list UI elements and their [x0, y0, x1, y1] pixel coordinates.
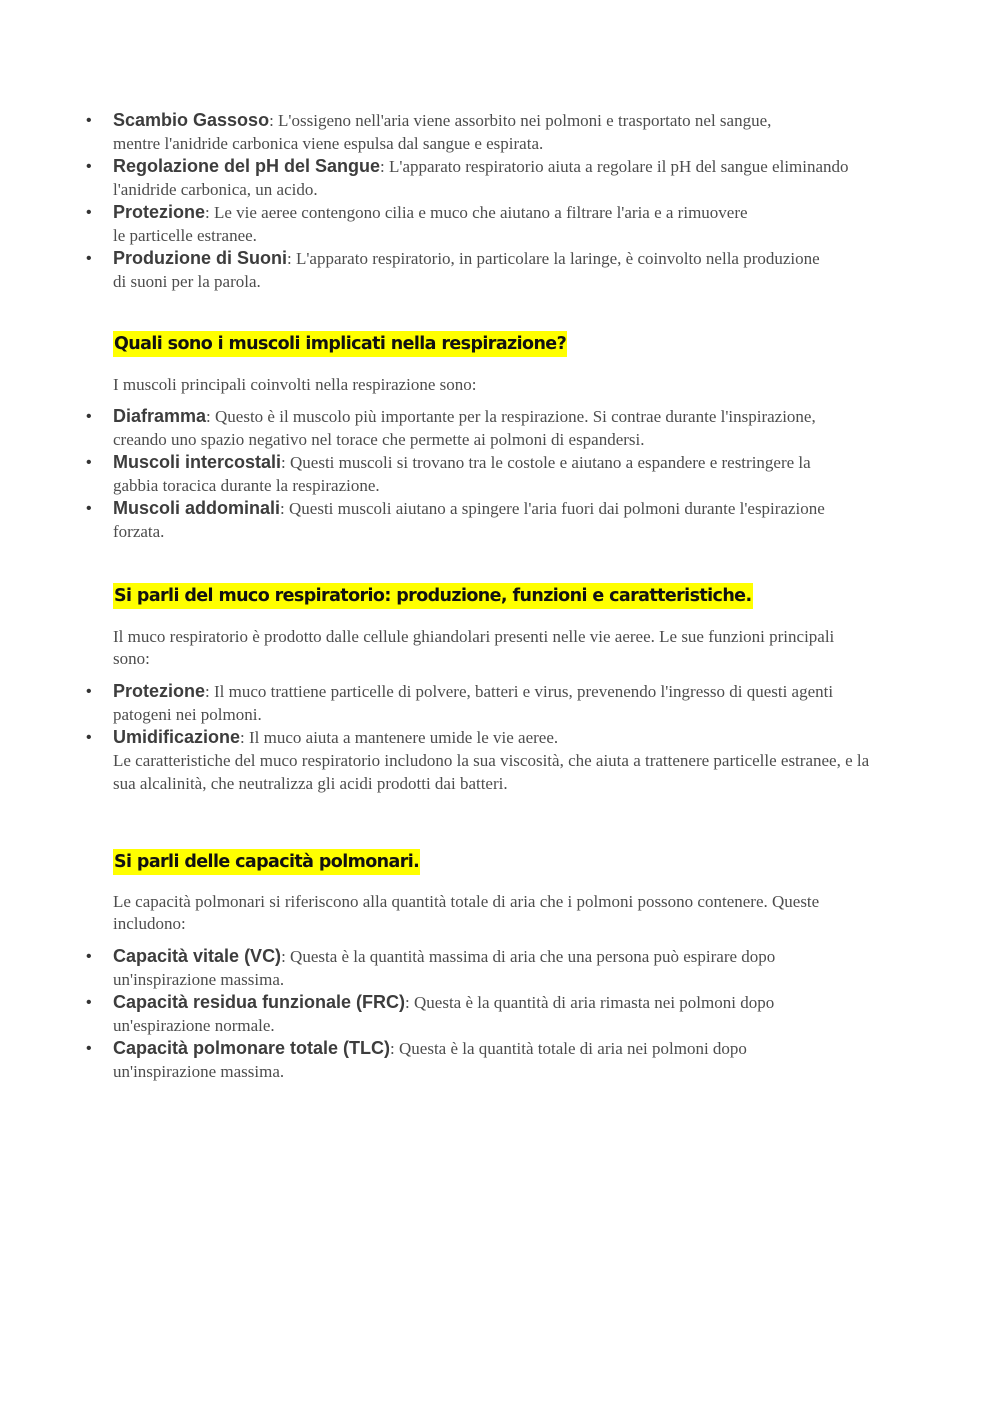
list-item-text: : Questi muscoli aiutano a spingere l'aria fuori dai polmoni durante l'espirazione forzata. — [113, 499, 825, 541]
section-intro-mucus: Il muco respiratorio è prodotto dalle cellule ghiandolari presenti nelle vie aeree. Le sue funzioni principali sono: — [113, 627, 835, 668]
list-item-term: Regolazione del pH del Sangue — [113, 156, 381, 176]
capacity-list-block — [86, 945, 886, 1083]
section-heading-muscles: Quali sono i muscoli implicati nella respirazione? — [113, 331, 567, 357]
list-item-term: Capacità vitale (VC) — [113, 946, 282, 966]
muscles-list — [86, 405, 886, 543]
list-item — [86, 201, 753, 247]
mucus-characteristics-note: Le caratteristiche del muco respiratorio includono la sua viscosità, che aiuta a trattenere particelle estranee, e la sua alcalinità, che neutralizza gli acidi prodotti dai batteri. — [113, 751, 870, 793]
list-item — [86, 247, 833, 293]
section-heading-mucus: Si parli del muco respiratorio: produzione, funzioni e caratteristiche. — [113, 583, 753, 609]
muscles-list-block — [86, 405, 886, 543]
section-intro-capacity: Le capacità polmonari si riferiscono alla quantità totale di aria che i polmoni possono contenere. Queste includono: — [113, 892, 820, 933]
list-item — [86, 945, 873, 991]
list-item-term: Muscoli addominali — [113, 498, 281, 518]
functions-list-block — [86, 109, 886, 293]
list-item-term: Protezione — [113, 202, 206, 222]
list-item — [86, 1037, 833, 1083]
capacity-list — [86, 945, 886, 1083]
list-item — [86, 497, 828, 543]
list-item-text: : Questa è la quantità massima di aria che una persona può espirare dopo un'inspirazione massima. — [113, 947, 776, 989]
section-heading-capacity: Si parli delle capacità polmonari. — [113, 849, 420, 875]
functions-list — [86, 109, 886, 293]
mucus-list-block — [86, 680, 886, 795]
list-item-text: : Questa è la quantità di aria rimasta nei polmoni dopo un'espirazione normale. — [113, 993, 775, 1035]
list-item-term: Diaframma — [113, 406, 207, 426]
list-item-text: : Il muco aiuta a mantenere umide le vie aeree. — [240, 728, 559, 747]
section-intro-muscles: I muscoli principali coinvolti nella respirazione sono: — [113, 375, 477, 394]
list-item-term: Muscoli intercostali — [113, 452, 282, 472]
list-item-term: Scambio Gassoso — [113, 110, 270, 130]
list-item-text: : Questa è la quantità totale di aria nei polmoni dopo un'inspirazione massima. — [113, 1039, 747, 1081]
list-item — [86, 155, 863, 201]
list-item-text: : Il muco trattiene particelle di polvere, batteri e virus, prevenendo l'ingresso di questi agenti patogeni nei polmoni. — [113, 682, 834, 724]
list-item — [86, 991, 813, 1037]
list-item-text: : Questi muscoli si trovano tra le costole e aiutano a espandere e restringere la gabbia toracica durante la respirazione. — [113, 453, 811, 495]
list-item-term: Protezione — [113, 681, 206, 701]
list-item — [86, 680, 893, 726]
list-item — [86, 726, 893, 749]
list-item — [86, 109, 793, 155]
list-item-term: Capacità polmonare totale (TLC) — [113, 1038, 391, 1058]
list-item-text: : L'ossigeno nell'aria viene assorbito nei polmoni e trasportato nel sangue, mentre l'anidride carbonica viene espulsa dal sangue e espirata. — [113, 111, 772, 153]
list-item-term: Umidificazione — [113, 727, 241, 747]
list-item-term: Capacità residua funzionale (FRC) — [113, 992, 406, 1012]
list-item-text: : Le vie aeree contengono cilia e muco che aiutano a filtrare l'aria e a rimuovere le particelle estranee. — [113, 203, 748, 245]
mucus-list — [86, 680, 886, 749]
list-item-text: : Questo è il muscolo più importante per la respirazione. Si contrae durante l'inspirazione, creando uno spazio negativo nel torace che permette ai polmoni di espandersi. — [113, 407, 816, 449]
list-item-text: : L'apparato respiratorio, in particolare la laringe, è coinvolto nella produzione di suoni per la parola. — [113, 249, 820, 291]
list-item — [86, 405, 858, 451]
list-item — [86, 451, 813, 497]
list-item-text: : L'apparato respiratorio aiuta a regolare il pH del sangue eliminando l'anidride carbonica, un acido. — [113, 157, 849, 199]
list-item-term: Produzione di Suoni — [113, 248, 287, 268]
